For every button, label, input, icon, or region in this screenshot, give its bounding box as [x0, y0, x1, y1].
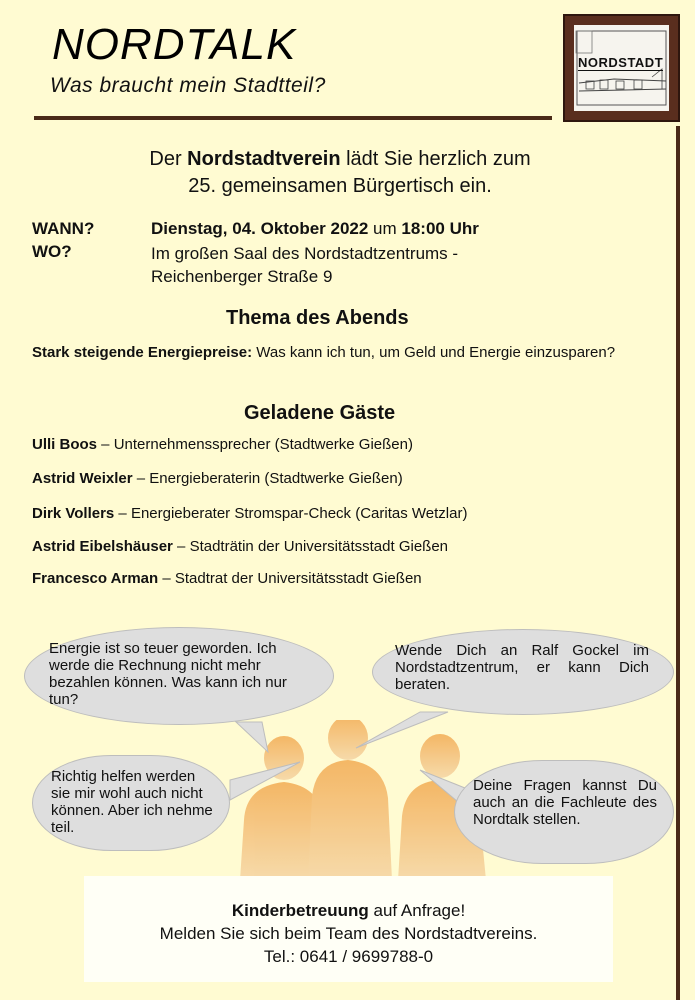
guest-role: – Energieberater Stromspar-Check (Caritas Wetzlar) — [114, 505, 468, 522]
speech-bubble — [24, 627, 334, 725]
speech-bubble — [372, 629, 674, 715]
guest-name: Astrid Eibelshäuser — [32, 538, 173, 555]
contact-line: Melden Sie sich beim Team des Nordstadtvereins. — [159, 924, 538, 943]
guest-role: – Energieberaterin (Stadtwerke Gießen) — [132, 470, 403, 487]
when-label: WANN? — [32, 219, 95, 238]
guests-heading: Geladene Gäste — [244, 402, 396, 424]
intro-line2: 25. gemeinsamen Bürgertisch ein. — [188, 175, 492, 197]
guest-name: Dirk Vollers — [32, 505, 115, 522]
event-date: Dienstag, 04. Oktober 2022 — [151, 219, 369, 238]
childcare-info — [84, 899, 613, 968]
guest-role: – Unternehmenssprecher (Stadtwerke Gießen) — [97, 436, 413, 453]
speech-bubble-text: Richtig helfen werden sie mir wohl auch nicht können. Aber ich nehme teil. — [51, 768, 213, 836]
phone-number: Tel.: 0641 / 9699788-0 — [263, 947, 434, 966]
topic-heading: Thema des Abends — [226, 307, 409, 329]
guest-role: – Stadtrat der Universitätsstadt Gießen — [158, 570, 422, 587]
where-label: WO? — [32, 242, 72, 261]
speech-bubble-text: Deine Fragen kannst Du auch an die Fachleute des Nordtalk stellen. — [473, 777, 657, 828]
topic-bold: Stark steigende Energiepreise: — [32, 344, 253, 361]
topic-body: Was kann ich tun, um Geld und Energie einzusparen? — [252, 344, 616, 361]
location-line2: Reichenberger Straße 9 — [151, 267, 333, 286]
event-um: um — [368, 219, 402, 238]
location-line1: Im großen Saal des Nordstadtzentrums - — [151, 244, 459, 263]
guest-name: Francesco Arman — [32, 570, 159, 587]
childcare-rest: auf Anfrage! — [368, 901, 466, 920]
logo-text: NORDSTADT — [578, 55, 664, 70]
speech-bubble-text: Energie ist so teuer geworden. Ich werde die Rechnung nicht mehr bezahlen können. Was kann ich nur tun? — [49, 640, 287, 708]
speech-bubble — [454, 760, 674, 864]
guest-role: – Stadträtin der Universitätsstadt Gießen — [172, 538, 449, 555]
childcare-line — [84, 899, 613, 922]
intro-post: lädt Sie herzlich zum — [340, 148, 531, 170]
guest-name: Ulli Boos — [32, 436, 98, 453]
speech-bubble — [32, 755, 230, 851]
page-subtitle: Was braucht mein Stadtteil? — [50, 74, 326, 97]
event-time: 18:00 Uhr — [401, 219, 479, 238]
guest-name: Astrid Weixler — [32, 470, 133, 487]
intro-pre: Der — [149, 148, 188, 170]
childcare-bold: Kinderbetreuung — [231, 901, 369, 920]
speech-bubble-text: Wende Dich an Ralf Gockel im Nordstadtzentrum, er kann Dich beraten. — [395, 642, 649, 693]
intro-organization: Nordstadtverein — [187, 148, 341, 170]
page-title: NORDTALK — [52, 20, 297, 69]
